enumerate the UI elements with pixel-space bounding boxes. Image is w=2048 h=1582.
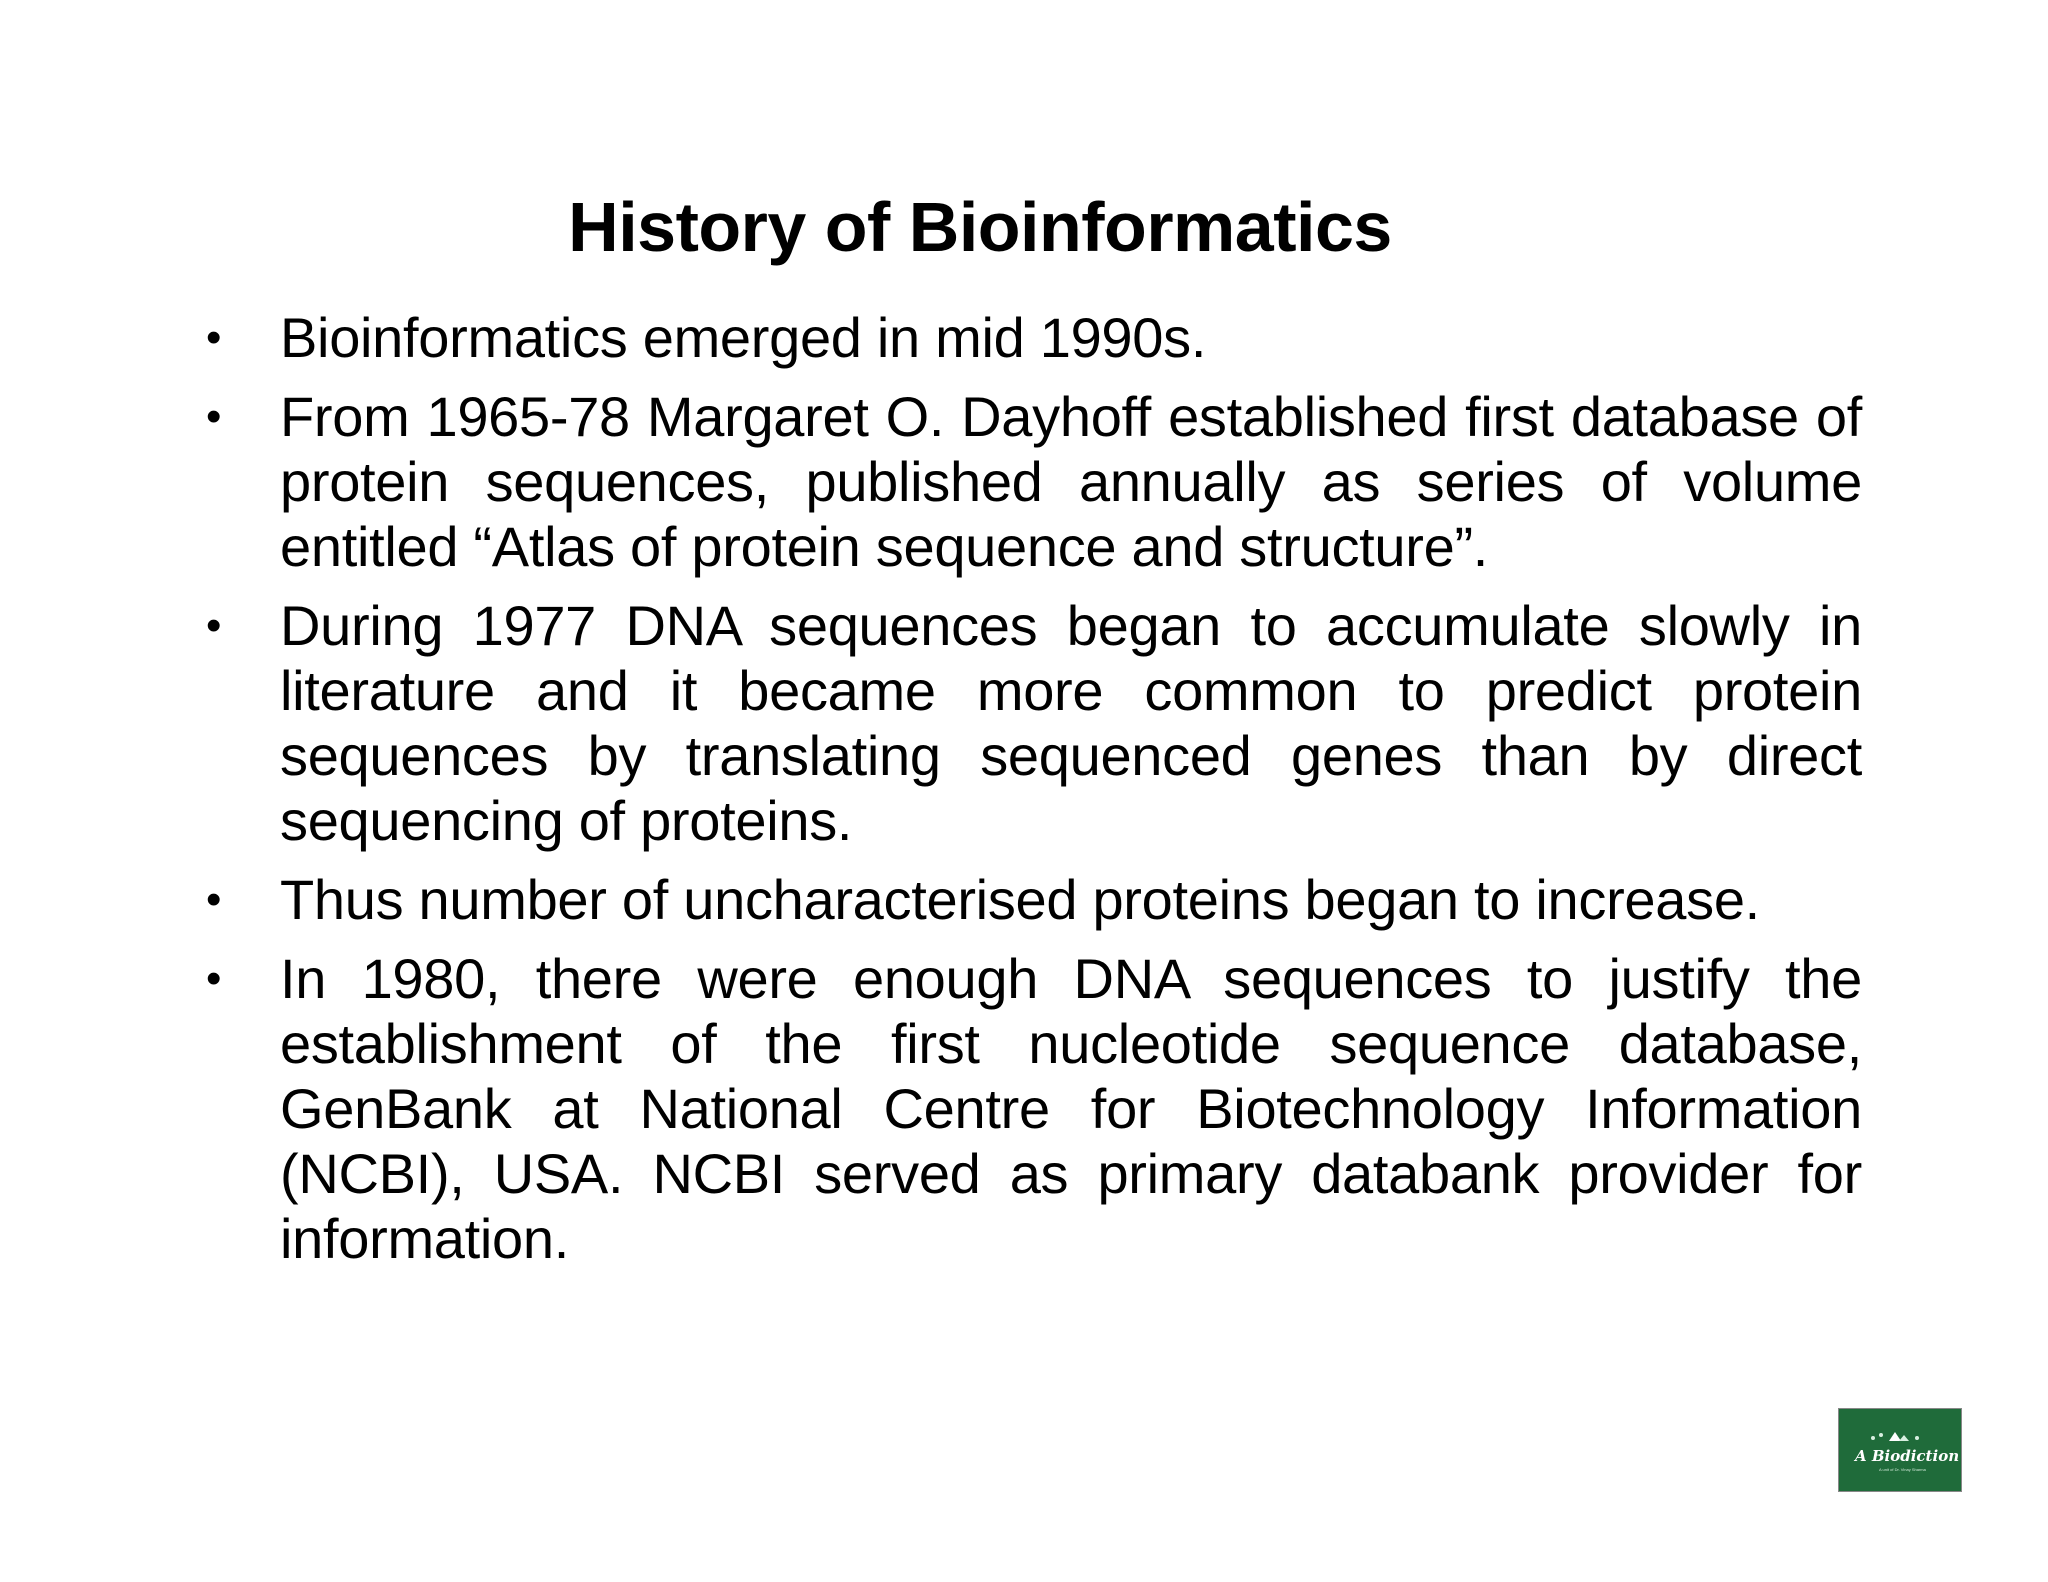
bullet-dot-icon: • <box>206 392 222 441</box>
logo-text: A Biodiction <box>1855 1447 1960 1465</box>
bullet-text: Bioinformatics emerged in mid 1990s. <box>280 306 1207 369</box>
bullet-list <box>200 305 1862 1285</box>
logo-subtext: A unit of Dr. Vinay Sharma <box>1879 1467 1926 1472</box>
bullet-dot-icon: • <box>206 875 222 924</box>
bullet-item <box>200 593 1862 853</box>
biodiction-logo <box>1838 1408 1962 1492</box>
bullet-dot-icon: • <box>206 954 222 1003</box>
bullet-text: In 1980, there were enough DNA sequences to justify the establishment of the first nucleotide sequence database, GenBank at National Centre for Biotechnology Information (NCBI), USA. NCBI served as primary databank provider for information. <box>280 947 1862 1270</box>
bullet-dot-icon: • <box>206 313 222 362</box>
bullet-item <box>200 305 1862 370</box>
bullet-text: During 1977 DNA sequences began to accumulate slowly in literature and it became more common to predict protein sequences by translating sequenced genes than by direct sequencing of proteins. <box>280 594 1862 852</box>
logo-emblem-icon <box>1867 1429 1927 1443</box>
bullet-text: Thus number of uncharacterised proteins began to increase. <box>280 868 1760 931</box>
bullet-item <box>200 867 1862 932</box>
bullet-item <box>200 384 1862 579</box>
bullet-item <box>200 946 1862 1271</box>
slide-title: History of Bioinformatics <box>568 188 1392 266</box>
bullet-text: From 1965-78 Margaret O. Dayhoff established first database of protein sequences, published annually as series of volume entitled “Atlas of protein sequence and structure”. <box>280 385 1862 578</box>
bullet-dot-icon: • <box>206 601 222 650</box>
